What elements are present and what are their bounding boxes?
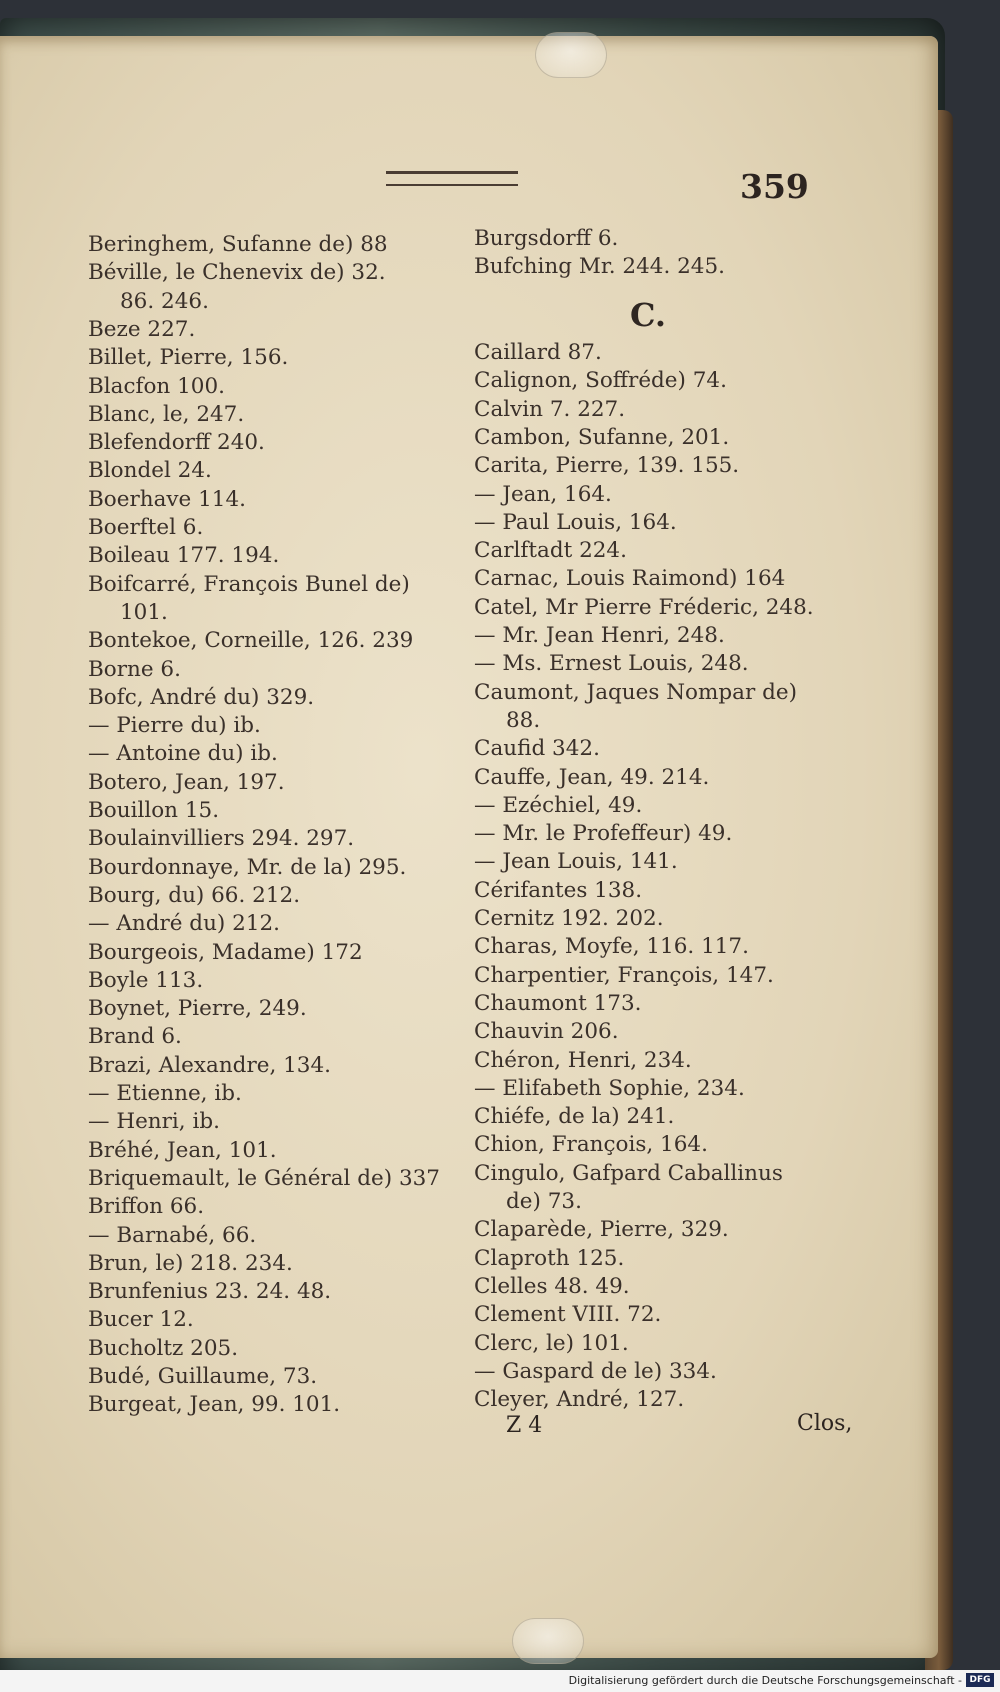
index-entry: Chaumont 173. (474, 990, 642, 1016)
index-entry: Brazi, Alexandre, 134. (88, 1052, 331, 1078)
index-entry: Boerhave 114. (88, 486, 246, 512)
index-entry: Beringhem, Sufanne de) 88 (88, 232, 388, 257)
index-entry: Catel, Mr Pierre Fréderic, 248. (474, 594, 814, 620)
index-entry: Calignon, Soffréde) 74. (474, 368, 727, 394)
index-entry: de) 73. (506, 1189, 582, 1214)
index-entry: Caillard 87. (474, 340, 602, 365)
index-entry: Cingulo, Gafpard Caballinus (474, 1160, 783, 1186)
signature-mark: Z 4 (506, 1413, 543, 1438)
index-entry: Burgsdorff 6. (474, 226, 619, 251)
index-entry: Chiéfe, de la) 241. (474, 1104, 675, 1130)
catchword: Clos, (797, 1411, 853, 1436)
index-entry: — Ezéchiel, 49. (474, 792, 643, 818)
index-entry: Clelles 48. 49. (474, 1273, 630, 1299)
digitization-footer (0, 1670, 1000, 1692)
dfg-logo: DFG (966, 1673, 994, 1687)
index-entry: Briffon 66. (88, 1194, 205, 1220)
index-entry: Bucholtz 205. (88, 1335, 239, 1361)
index-entry: — Gaspard de le) 334. (474, 1358, 717, 1384)
index-entry: — Pierre du) ib. (88, 713, 261, 739)
index-entry: Blefendorff 240. (88, 430, 265, 456)
index-entry: — Elifabeth Sophie, 234. (474, 1075, 745, 1101)
index-entry: Blanc, le, 247. (88, 401, 245, 427)
header-rule (386, 171, 518, 186)
section-letter: C. (630, 296, 667, 334)
index-entry: Boifcarré, François Bunel de) (88, 571, 410, 597)
index-entry: Bucer 12. (88, 1307, 194, 1333)
index-entry: — Barnabé, 66. (88, 1222, 257, 1248)
index-entry: Calvin 7. 227. (474, 396, 626, 422)
index-entry: Bourdonnaye, Mr. de la) 295. (88, 854, 407, 880)
index-entry: Boynet, Pierre, 249. (88, 996, 307, 1022)
page-clip-top (535, 32, 607, 78)
index-entry: Budé, Guillaume, 73. (88, 1364, 318, 1389)
index-entry: Claparède, Pierre, 329. (474, 1217, 729, 1243)
index-entry: Blondel 24. (88, 458, 212, 484)
page-number: 359 (740, 167, 809, 206)
index-entry: Cambon, Sufanne, 201. (474, 424, 730, 450)
index-entry: Claproth 125. (474, 1245, 625, 1271)
index-entry: — Etienne, ib. (88, 1081, 242, 1106)
index-entry: — Paul Louis, 164. (474, 509, 677, 535)
index-entry: 101. (120, 599, 168, 625)
index-entry: Billet, Pierre, 156. (88, 345, 289, 371)
index-entry: Charas, Moyfe, 116. 117. (474, 934, 749, 960)
footer-text: Digitalisierung gefördert durch die Deutsche Forschungsgemeinschaft - (568, 1674, 962, 1687)
index-entry: Boyle 113. (88, 967, 204, 993)
index-entry: Bourg, du) 66. 212. (88, 882, 301, 908)
index-entry: — Ms. Ernest Louis, 248. (474, 651, 749, 677)
index-entry: Clement VIII. 72. (474, 1302, 662, 1328)
index-entry: Boulainvilliers 294. 297. (88, 826, 355, 852)
index-entry: Cauffe, Jean, 49. 214. (474, 764, 710, 790)
index-entry: Cernitz 192. 202. (474, 906, 664, 931)
index-entry: Bouillon 15. (88, 798, 220, 823)
index-entry: Cérifantes 138. (474, 877, 643, 903)
index-entry: 86. 246. (120, 288, 209, 314)
index-entry: — Antoine du) ib. (88, 741, 278, 767)
index-entry: Botero, Jean, 197. (88, 769, 285, 795)
index-entry: Charpentier, François, 147. (474, 962, 774, 988)
index-entry: — Mr. le Profeffeur) 49. (474, 821, 733, 847)
index-entry: Clerc, le) 101. (474, 1330, 629, 1356)
index-entry: Blacfon 100. (88, 373, 225, 399)
index-entry: Briquemault, le Général de) 337 (88, 1165, 440, 1191)
index-entry: Chauvin 206. (474, 1019, 619, 1045)
index-entry: Béville, le Chenevix de) 32. (88, 260, 386, 286)
index-entry: — Jean Louis, 141. (474, 849, 678, 875)
index-entry: Beze 227. (88, 316, 196, 342)
index-entry: Carlftadt 224. (474, 538, 627, 564)
index-entry: Bofc, André du) 329. (88, 684, 315, 710)
index-entry: Bréhé, Jean, 101. (88, 1137, 277, 1163)
index-entry: Cleyer, André, 127. (474, 1387, 685, 1413)
index-entry: Chéron, Henri, 234. (474, 1047, 692, 1073)
index-entry: Boileau 177. 194. (88, 543, 280, 569)
index-entry: 88. (506, 707, 541, 733)
index-entry: Brun, le) 218. 234. (88, 1250, 293, 1276)
index-entry: Brunfenius 23. 24. 48. (88, 1279, 332, 1305)
index-entry: — Jean, 164. (474, 481, 612, 507)
index-entry: Boerftel 6. (88, 515, 204, 540)
index-entry: — André du) 212. (88, 911, 281, 937)
index-entry: Caumont, Jaques Nompar de) (474, 679, 797, 705)
index-entry: Caufid 342. (474, 736, 600, 762)
index-entry: Brand 6. (88, 1024, 182, 1050)
index-entry: — Henri, ib. (88, 1109, 220, 1135)
index-entry: — Mr. Jean Henri, 248. (474, 623, 725, 648)
index-entry: Borne 6. (88, 656, 181, 682)
index-entry: Bufching Mr. 244. 245. (474, 254, 725, 279)
index-entry: Burgeat, Jean, 99. 101. (88, 1392, 341, 1418)
index-entry: Carita, Pierre, 139. 155. (474, 453, 740, 479)
index-entry: Bourgeois, Madame) 172 (88, 939, 363, 965)
index-entry: Bontekoe, Corneille, 126. 239 (88, 628, 414, 654)
page-clip-bottom (512, 1618, 584, 1664)
index-entry: Chion, François, 164. (474, 1132, 708, 1158)
index-entry: Carnac, Louis Raimond) 164 (474, 566, 786, 592)
